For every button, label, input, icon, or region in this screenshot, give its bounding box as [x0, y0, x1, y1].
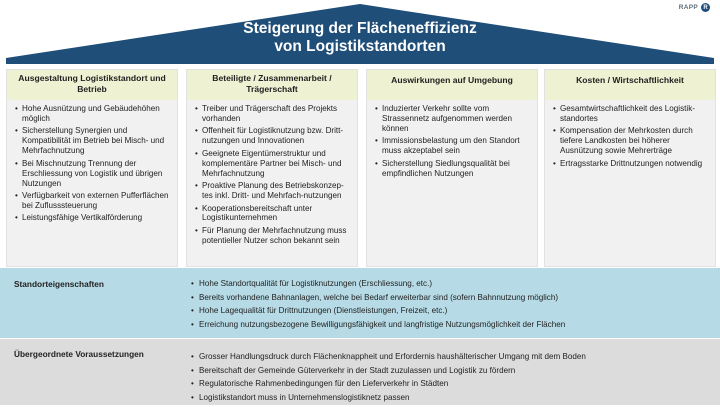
- pillar-list: [545, 100, 715, 169]
- band-title: Übergeordnete Voraussetzungen: [14, 349, 144, 359]
- list-item: • Treiber und Trägerschaft des Projekts vorhanden: [195, 104, 351, 124]
- list-item: • Kooperationsbereitschaft unter Logistikunternehmen: [195, 204, 351, 224]
- logo-mark-icon: R: [701, 3, 710, 12]
- list-item: • Grosser Handlungsdruck durch Flächenknappheit und Erfordernis haushälterischer Umgang mit dem Boden: [191, 352, 586, 362]
- list-item: • Hohe Standortqualität für Logistiknutzungen (Erschliessung, etc.): [191, 279, 565, 289]
- list-item: • Erreichung nutzungsbezogene Bewilligungsfähigkeit und langfristige Nutzungsmöglichkeit der Flächen: [191, 320, 565, 330]
- list-item: • Immissionsbelastung um den Standort muss akzeptabel sein: [375, 136, 531, 156]
- list-item: • Leistungsfähige Vertikalförderung: [15, 213, 171, 223]
- band-title: Standorteigenschaften: [14, 279, 104, 289]
- pillar-list: [7, 100, 177, 223]
- title-line-2: von Logistikstandorten: [274, 38, 446, 55]
- pillar-title: Beteiligte / Zusammenarbeit / Trägerschaft: [187, 70, 357, 100]
- list-item: • Für Planung der Mehrfachnutzung muss potentieller Nutzer schon bekannt sein: [195, 226, 351, 246]
- list-item: • Sicherstellung Siedlungsqualität bei empfindlichen Nutzungen: [375, 159, 531, 179]
- pillar-columns: [6, 69, 714, 267]
- list-item: • Regulatorische Rahmenbedingungen für den Lieferverkehr in Städten: [191, 379, 586, 389]
- list-item: • Verfügbarkeit von externen Pufferflächen bei Zuflusssteuerung: [15, 191, 171, 211]
- pillar-beteiligte: [186, 69, 358, 267]
- list-item: • Hohe Ausnützung und Gebäudehöhen möglich: [15, 104, 171, 124]
- band-list: [191, 352, 586, 407]
- pillar-list: [187, 100, 357, 246]
- standort-band: [0, 268, 720, 338]
- pillar-list: [367, 100, 537, 179]
- pillar-title: Ausgestaltung Logistikstandort und Betrieb: [7, 70, 177, 100]
- list-item: • Sicherstellung Synergien und Kompatibilität im Betrieb bei Misch- und Mehrfachnutzung: [15, 126, 171, 156]
- page-title: [0, 20, 720, 56]
- list-item: • Offenheit für Logistiknutzung bzw. Dritt-nutzungen und Innovationen: [195, 126, 351, 146]
- pillar-kosten: [544, 69, 716, 267]
- voraussetzungen-band: [0, 339, 720, 405]
- list-item: • Bereits vorhandene Bahnanlagen, welche bei Bedarf erweiterbar sind (sofern Bahnnutzung möglich): [191, 293, 565, 303]
- list-item: • Kompensation der Mehrkosten durch tiefere Landkosten bei höherer Ausnützung sowie Mehrerträge: [553, 126, 709, 156]
- list-item: • Geeignete Eigentümerstruktur und komplementäre Partner bei Misch- und Mehrfachnutzung: [195, 149, 351, 179]
- list-item: • Proaktive Planung des Betriebskonzep-tes inkl. Dritt- und Mehrfach-nutzungen: [195, 181, 351, 201]
- list-item: • Ertragsstarke Drittnutzungen notwendig: [553, 159, 709, 169]
- title-line-1: Steigerung der Flächeneffizienz: [243, 20, 477, 37]
- pillar-auswirkungen: [366, 69, 538, 267]
- list-item: • Logistikstandort muss in Unternehmenslogistiknetz passen: [191, 393, 586, 403]
- pillar-title: Auswirkungen auf Umgebung: [367, 70, 537, 100]
- logo-text: RAPP: [678, 4, 698, 11]
- rapp-logo: [679, 3, 710, 12]
- pillar-title: Kosten / Wirtschaftlichkeit: [545, 70, 715, 100]
- list-item: • Hohe Lagequalität für Drittnutzungen (Dienstleistungen, Freizeit, etc.): [191, 306, 565, 316]
- list-item: • Bereitschaft der Gemeinde Güterverkehr in der Stadt zuzulassen und Logistik zu fördern: [191, 366, 586, 376]
- band-list: [191, 279, 565, 334]
- list-item: • Induzierter Verkehr sollte vom Strassennetz aufgenommen werden können: [375, 104, 531, 134]
- pillar-ausgestaltung: [6, 69, 178, 267]
- list-item: • Gesamtwirtschaftlichkeit des Logistik-standortes: [553, 104, 709, 124]
- list-item: • Bei Mischnutzung Trennung der Erschliessung von Logistik und übrigen Nutzungen: [15, 159, 171, 189]
